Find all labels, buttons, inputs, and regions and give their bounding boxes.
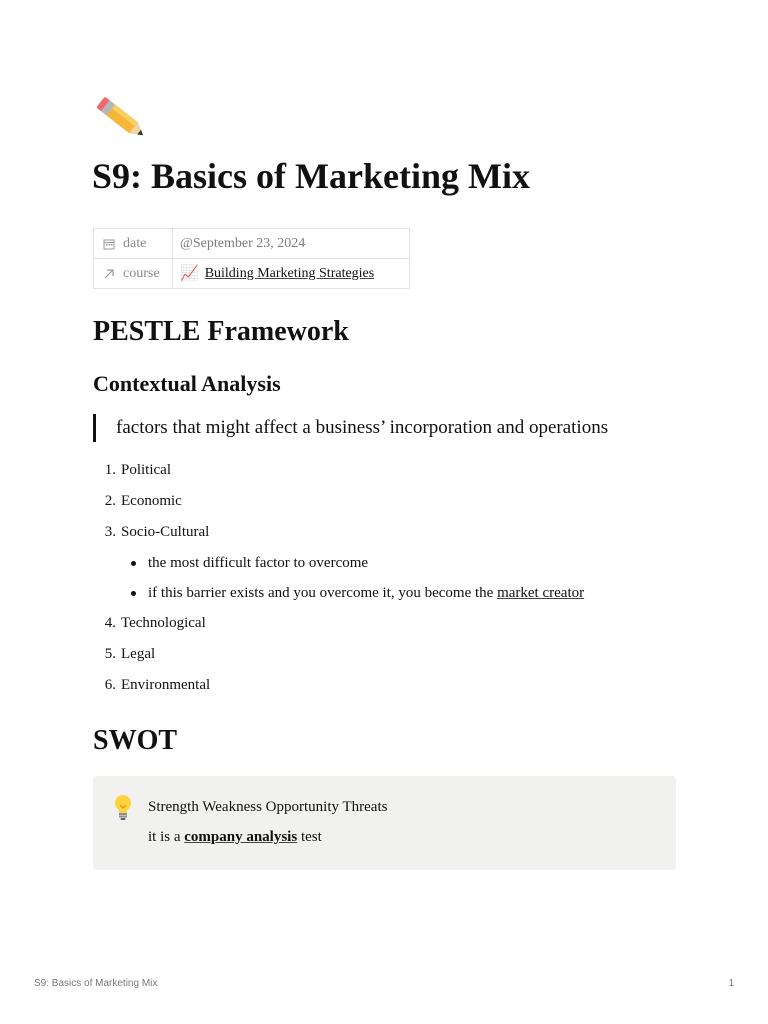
- market-creator-link[interactable]: market creator: [497, 585, 585, 601]
- callout-line-1: Strength Weakness Opportunity Threats: [148, 799, 388, 815]
- property-row-date: [94, 229, 410, 259]
- lightbulb-icon: [110, 793, 136, 821]
- footer-page-number: 1: [728, 978, 734, 989]
- calendar-icon: [103, 238, 115, 250]
- quote-block: factors that might affect a business’ incorporation and operations: [93, 414, 653, 442]
- properties-table: [93, 228, 410, 289]
- footer-title: S9: Basics of Marketing Mix: [34, 978, 158, 989]
- chart-increasing-icon: 📈: [180, 266, 199, 282]
- company-analysis-link[interactable]: company analysis: [184, 829, 298, 845]
- course-property-value[interactable]: [173, 259, 410, 289]
- property-row-course: [94, 259, 410, 289]
- contextual-analysis-heading: Contextual Analysis: [93, 371, 281, 396]
- pestle-heading: PESTLE Framework: [93, 316, 349, 347]
- course-link[interactable]: Building Marketing Strategies: [204, 265, 375, 281]
- date-property-label: date: [94, 229, 173, 259]
- page-title: S9: Basics of Marketing Mix: [92, 156, 530, 196]
- swot-heading: SWOT: [93, 725, 178, 756]
- relation-arrow-icon: [103, 268, 115, 280]
- callout-line-2: it is a company analysis test: [148, 829, 322, 845]
- pencil-icon: [92, 92, 152, 148]
- course-property-label: course: [94, 259, 173, 289]
- swot-callout: [93, 776, 676, 870]
- date-property-value[interactable]: @September 23, 2024: [173, 229, 410, 259]
